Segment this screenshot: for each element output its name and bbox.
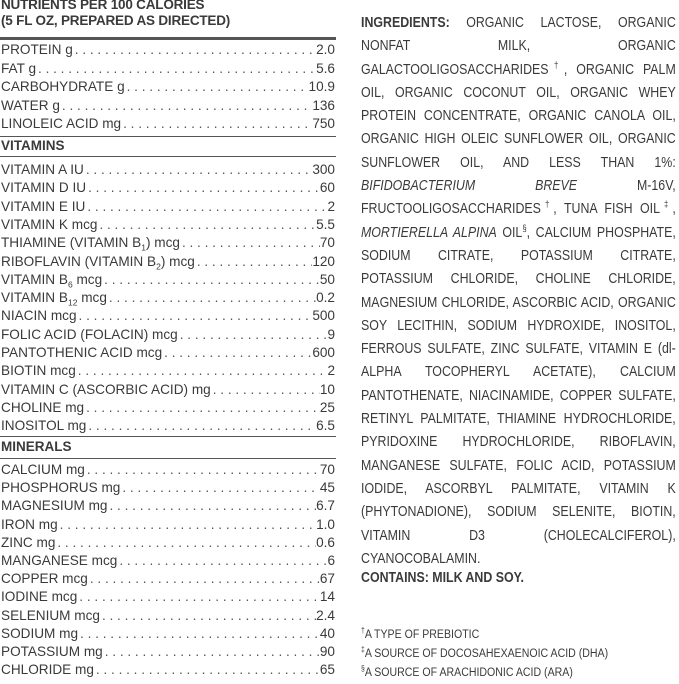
nutrient-name bbox=[1, 661, 94, 679]
nutrient-name-text: VITAMIN B bbox=[1, 271, 68, 287]
dot-leader bbox=[102, 271, 320, 289]
dot-leader bbox=[211, 381, 320, 399]
nutrient-name bbox=[1, 307, 77, 325]
nutrient-name bbox=[1, 588, 77, 606]
nutrient-name-text: COPPER mcg bbox=[1, 571, 88, 587]
nutrient-name-text: IRON mg bbox=[1, 516, 58, 532]
nutrient-value: 750 bbox=[312, 116, 335, 132]
nutrient-name bbox=[1, 179, 86, 197]
nutrient-name bbox=[1, 362, 76, 380]
nutrient-value: 136 bbox=[312, 97, 335, 113]
nutrient-row bbox=[1, 161, 335, 179]
footnote-text: A SOURCE OF DOCOSAHEXAENOIC ACID (DHA) bbox=[364, 646, 609, 661]
nutrient-name-text: LINOLEIC ACID mg bbox=[1, 116, 122, 132]
nutrient-name bbox=[1, 552, 117, 570]
nutrient-row bbox=[1, 570, 335, 588]
dot-leader bbox=[195, 253, 313, 271]
dot-leader bbox=[108, 497, 317, 515]
nutrient-row bbox=[1, 643, 335, 661]
nutrient-row bbox=[1, 234, 335, 252]
nutrient-value: 0.2 bbox=[316, 290, 335, 306]
dot-leader bbox=[55, 534, 316, 552]
nutrient-row bbox=[1, 216, 335, 234]
nutrient-name bbox=[1, 625, 78, 643]
nutrient-name bbox=[1, 417, 86, 435]
dot-leader bbox=[117, 552, 327, 570]
nutrient-name-text: POTASSIUM mg bbox=[1, 644, 103, 659]
nutrient-row bbox=[1, 179, 335, 197]
nutrient-row bbox=[1, 461, 335, 479]
dot-leader bbox=[36, 60, 316, 78]
dot-leader bbox=[88, 570, 320, 588]
nutrient-name bbox=[1, 461, 85, 479]
dot-leader bbox=[100, 607, 316, 625]
ingredients-text bbox=[361, 12, 676, 571]
nutrient-name-text: THIAMINE (VITAMIN B bbox=[1, 235, 142, 251]
nutrient-value: 90 bbox=[319, 644, 335, 659]
nutrient-row bbox=[1, 534, 335, 552]
nutrient-name bbox=[1, 271, 102, 289]
nutrient-name-text: NIACIN mcg bbox=[1, 308, 77, 324]
dot-leader bbox=[78, 625, 320, 643]
nutrient-name-text: VITAMIN K mcg bbox=[1, 216, 98, 232]
nutrient-value: 14 bbox=[319, 589, 335, 605]
nutrient-name-text: VITAMIN E IU bbox=[1, 198, 86, 214]
nutrient-row bbox=[1, 78, 335, 96]
footnote bbox=[361, 626, 479, 641]
nutrient-name-text: SODIUM mg bbox=[1, 625, 79, 641]
nutrient-value: 5.6 bbox=[316, 60, 335, 76]
dot-leader bbox=[86, 417, 316, 435]
nutrient-name bbox=[1, 381, 211, 399]
minerals-heading: MINERALS bbox=[1, 439, 72, 454]
nutrient-row bbox=[1, 271, 335, 289]
nutrient-value: 70 bbox=[319, 462, 335, 477]
nutrient-name-text: RIBOFLAVIN (VITAMIN B bbox=[1, 253, 157, 269]
nutrient-row bbox=[1, 607, 335, 625]
nutrient-name-text: VITAMIN B bbox=[1, 290, 68, 306]
ingredients-part: OIL bbox=[496, 224, 523, 241]
nutrient-name-text: INOSITOL mg bbox=[1, 418, 87, 434]
nutrient-name bbox=[1, 289, 107, 307]
nutrient-name bbox=[1, 41, 73, 59]
nutrient-name bbox=[1, 399, 84, 417]
nutrient-name bbox=[1, 534, 55, 552]
nutrient-value: 9 bbox=[327, 326, 335, 342]
nutrient-row bbox=[1, 516, 335, 534]
dot-leader bbox=[103, 643, 320, 661]
nutrient-name-text: PHOSPHORUS mg bbox=[1, 480, 121, 496]
nutrient-name-text: IODINE mcg bbox=[1, 589, 78, 605]
footnote bbox=[361, 664, 573, 679]
dot-leader bbox=[60, 97, 312, 115]
nutrient-value: 67 bbox=[319, 571, 335, 587]
nutrient-name bbox=[1, 516, 58, 534]
nutrient-name-text: WATER g bbox=[1, 97, 60, 113]
nutrient-name-text: SELENIUM mcg bbox=[1, 607, 100, 623]
nutrient-value: 6.7 bbox=[316, 498, 335, 514]
ingredients-part: , bbox=[672, 201, 676, 218]
nutrient-value: 2 bbox=[327, 198, 335, 214]
nutrients-serving: (5 FL OZ, PREPARED AS DIRECTED) bbox=[1, 13, 231, 28]
nutrient-row bbox=[1, 399, 335, 417]
nutrient-value: 120 bbox=[312, 253, 335, 269]
nutrient-unit: mcg bbox=[72, 271, 103, 287]
nutrient-row bbox=[1, 60, 335, 78]
nutrient-value: 40 bbox=[319, 625, 335, 641]
nutrients-header: NUTRIENTS PER 100 CALORIES bbox=[1, 0, 205, 12]
nutrient-subscript: 6 bbox=[67, 279, 73, 290]
dot-leader bbox=[58, 516, 316, 534]
footnote-text: A TYPE OF PREBIOTIC bbox=[364, 627, 480, 642]
nutrient-value: 25 bbox=[319, 399, 335, 415]
ingredients-part: , ORGANIC PALM OIL, ORGANIC COCONUT OIL, ORGANIC WHEY PROTEIN CONCENTRATE, ORGANIC CANOLA OIL, ORGANIC HIGH OLEIC SUNFLOWER OIL, ORGANIC SUNFLOWER OIL, AND LESS THAN 1%: bbox=[361, 61, 676, 171]
nutrient-value: 60 bbox=[319, 180, 335, 196]
dot-leader bbox=[85, 461, 320, 479]
nutrient-name-text: FOLIC ACID (FOLACIN) mcg bbox=[1, 326, 178, 342]
footnote-mark: † bbox=[361, 626, 365, 635]
nutrient-name bbox=[1, 60, 36, 78]
dot-leader bbox=[84, 399, 320, 417]
nutrient-row bbox=[1, 307, 335, 325]
dot-leader bbox=[178, 326, 328, 344]
ingredients-part: M-16V, FRUCTOOLIGOSACCHARIDES bbox=[361, 178, 676, 218]
nutrient-value: 2.0 bbox=[316, 42, 335, 57]
footnote-mark: † bbox=[548, 59, 564, 70]
nutrient-row bbox=[1, 588, 335, 606]
nutrient-row bbox=[1, 115, 335, 133]
ingredients-part: ORGANIC LACTOSE, ORGANIC NONFAT MILK, ORGANIC GALACTOOLIGOSACCHARIDES bbox=[361, 15, 676, 78]
nutrient-row bbox=[1, 625, 335, 643]
nutrient-row bbox=[1, 41, 335, 59]
nutrient-name bbox=[1, 479, 120, 497]
nutrient-name bbox=[1, 643, 103, 661]
header-rule bbox=[0, 37, 336, 40]
nutrient-unit: mcg bbox=[77, 290, 107, 306]
divider bbox=[0, 136, 336, 137]
dot-leader bbox=[120, 479, 320, 497]
nutrient-name-text: FAT g bbox=[1, 60, 37, 76]
dot-leader bbox=[125, 78, 309, 96]
nutrient-row bbox=[1, 344, 335, 362]
dot-leader bbox=[94, 661, 320, 679]
nutrient-row bbox=[1, 479, 335, 497]
divider bbox=[0, 458, 336, 459]
nutrient-name bbox=[1, 78, 125, 96]
nutrient-value: 1.0 bbox=[316, 516, 335, 532]
dot-leader bbox=[86, 179, 320, 197]
nutrient-name-text: MAGNESIUM mg bbox=[1, 498, 108, 514]
nutrient-value: 500 bbox=[312, 308, 335, 324]
dot-leader bbox=[73, 41, 316, 59]
nutrient-name bbox=[1, 216, 97, 234]
nutrient-value: 6 bbox=[327, 553, 335, 568]
nutrient-value: 65 bbox=[319, 662, 335, 678]
nutrient-name-text: CHLORIDE mg bbox=[1, 662, 94, 678]
nutrient-value: 10.9 bbox=[308, 79, 335, 95]
ingredients-part: , TUNA FISH OIL bbox=[553, 201, 660, 218]
nutrient-value: 2 bbox=[327, 363, 335, 379]
nutrient-name bbox=[1, 326, 178, 344]
nutrient-value: 600 bbox=[312, 345, 335, 360]
dot-leader bbox=[97, 216, 316, 234]
dot-leader bbox=[84, 161, 312, 179]
nutrient-name bbox=[1, 253, 195, 271]
nutrient-value: 70 bbox=[319, 235, 335, 251]
nutrient-row bbox=[1, 381, 335, 399]
footnote-mark: § bbox=[522, 222, 527, 233]
vitamins-heading: VITAMINS bbox=[1, 138, 65, 153]
nutrient-value: 45 bbox=[319, 480, 335, 496]
footnote-text: A SOURCE OF ARACHIDONIC ACID (ARA) bbox=[364, 665, 573, 680]
divider bbox=[0, 156, 336, 157]
footnote bbox=[361, 645, 608, 660]
nutrient-row bbox=[1, 198, 335, 216]
nutrient-name-text: PROTEIN g bbox=[1, 42, 73, 57]
nutrient-name bbox=[1, 344, 162, 362]
allergen-statement: CONTAINS: MILK AND SOY. bbox=[361, 570, 524, 586]
dot-leader bbox=[107, 289, 316, 307]
nutrient-row bbox=[1, 362, 335, 380]
nutrient-value: 6.5 bbox=[316, 418, 335, 434]
footnote-mark: ‡ bbox=[659, 199, 673, 210]
nutrient-value: 2.4 bbox=[316, 607, 335, 623]
nutrient-subscript: 2 bbox=[156, 261, 161, 272]
nutrient-row bbox=[1, 253, 335, 271]
nutrient-name-text: CALCIUM mg bbox=[1, 462, 85, 477]
nutrient-unit: ) mcg bbox=[160, 253, 195, 269]
nutrient-value: 0.6 bbox=[316, 534, 335, 550]
ingredients-italic: MORTIERELLA ALPINA bbox=[361, 224, 497, 241]
nutrient-name-text: CARBOHYDRATE g bbox=[1, 79, 125, 95]
nutrient-row bbox=[1, 552, 335, 570]
dot-leader bbox=[162, 344, 312, 362]
nutrient-name-text: VITAMIN D IU bbox=[1, 180, 87, 196]
dot-leader bbox=[76, 362, 328, 380]
nutrient-value: 10 bbox=[319, 381, 335, 397]
ingredients-label: INGREDIENTS: bbox=[361, 15, 450, 31]
dot-leader bbox=[85, 198, 327, 216]
nutrient-row bbox=[1, 97, 335, 115]
nutrient-name-text: MANGANESE mcg bbox=[1, 553, 118, 568]
nutrient-name-text: BIOTIN mcg bbox=[1, 363, 76, 379]
footnote-mark: † bbox=[540, 199, 554, 210]
dot-leader bbox=[121, 115, 312, 133]
dot-leader bbox=[180, 234, 320, 252]
nutrient-row bbox=[1, 417, 335, 435]
nutrient-name bbox=[1, 234, 180, 252]
divider bbox=[0, 436, 336, 437]
nutrient-name bbox=[1, 115, 121, 133]
footnote-mark: § bbox=[361, 664, 365, 673]
footnote-mark: ‡ bbox=[361, 645, 365, 654]
nutrient-value: 300 bbox=[312, 162, 335, 177]
nutrient-name bbox=[1, 161, 84, 179]
nutrient-value: 5.5 bbox=[316, 216, 335, 232]
dot-leader bbox=[77, 588, 320, 606]
dot-leader bbox=[77, 307, 313, 325]
nutrient-unit: ) mcg bbox=[145, 235, 180, 251]
nutrient-name bbox=[1, 198, 85, 216]
ingredients-part: , CALCIUM PHOSPHATE, SODIUM CITRATE, POTASSIUM CITRATE, POTASSIUM CHLORIDE, CHOLINE CHLORIDE, MAGNESIUM CHLORIDE, ASCORBIC ACID, ORGANIC SOY LECITHIN, SODIUM HYDROXIDE, INOSITOL, FERROUS SULFATE, ZINC SULFATE, VITAMIN E (dl-ALPHA TOCOPHERYL ACETATE), CALCIUM PANTOTHENATE, NIACINAMIDE, COPPER SULFATE, RETINYL PALMITATE, THIAMINE HYDROCHLORIDE, PYRIDOXINE HYDROCHLORIDE, RIBOFLAVIN, MANGANESE SULFATE, FOLIC ACID, POTASSIUM IODIDE, ASCORBYL PALMITATE, VITAMIN K (PHYTONADIONE), SODIUM SELENITE, BIOTIN, VITAMIN D3 (CHOLECALCIFEROL), CYANOCOBALAMIN. bbox=[361, 224, 676, 567]
nutrient-name-text: VITAMIN A IU bbox=[1, 162, 84, 177]
nutrient-row bbox=[1, 661, 335, 679]
nutrient-name bbox=[1, 607, 100, 625]
nutrient-name-text: ZINC mg bbox=[1, 534, 56, 550]
nutrient-row bbox=[1, 326, 335, 344]
nutrient-subscript: 12 bbox=[67, 297, 78, 308]
nutrient-name-text: CHOLINE mg bbox=[1, 399, 85, 415]
nutrient-name-text: PANTOTHENIC ACID mcg bbox=[1, 345, 163, 360]
nutrient-subscript: 1 bbox=[141, 242, 146, 253]
nutrient-row bbox=[1, 289, 335, 307]
nutrient-name bbox=[1, 497, 108, 515]
nutrient-row bbox=[1, 497, 335, 515]
nutrient-value: 50 bbox=[319, 271, 335, 287]
nutrient-name bbox=[1, 97, 60, 115]
ingredients-italic: BIFIDOBACTERIUM BREVE bbox=[361, 178, 578, 195]
nutrient-name-text: VITAMIN C (ASCORBIC ACID) mg bbox=[1, 381, 211, 397]
nutrient-name bbox=[1, 570, 88, 588]
